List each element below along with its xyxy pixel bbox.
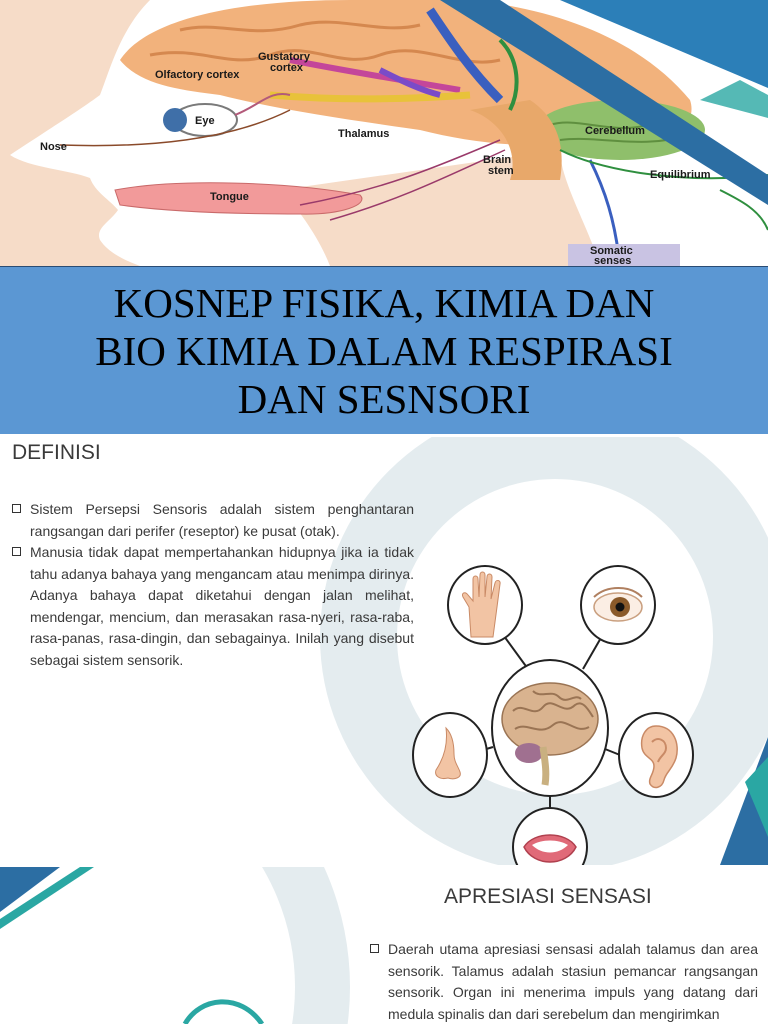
slide-definisi [0,437,768,865]
label-somatic-1: Somatic [590,245,633,257]
label-brain-2: stem [488,165,514,177]
label-brain-1: Brain [483,154,512,166]
apresiasi-bullet-1: Daerah utama apresiasi sensasi adalah talamus dan area sensorik. Talamus adalah stasiun pemancar rangsangan sensorik. Organ ini menerima impuls yang datang dari medula spinalis dan dari serebelum dan mengirimkan [370,939,758,1024]
label-tongue: Tongue [210,191,249,203]
label-thalamus: Thalamus [338,128,390,140]
senses-connectors [0,437,768,865]
sensory-brain-illustration [0,0,768,266]
label-olfactory: Olfactory cortex [155,69,240,81]
label-eye: Eye [195,115,215,127]
slide-title-text: KOSNEP FISIKA, KIMIA DAN BIO KIMIA DALAM RESPIRASI DAN SESNSORI [95,280,673,422]
slide-apresiasi-sensasi [0,867,768,1024]
apresiasi-heading: APRESIASI SENSASI [444,885,652,908]
label-nose: Nose [40,141,67,153]
brain-icon [491,659,609,797]
nose-icon [412,712,488,798]
eye-icon [580,565,656,645]
slide-title [0,0,768,434]
label-gustatory-2: cortex [270,62,304,74]
hand-icon [447,565,523,645]
checkbox-bullet-icon [370,944,379,953]
label-somatic-2: senses [594,255,632,266]
definisi-bullet-1: Sistem Persepsi Sensoris adalah sistem penghantaran rangsangan dari perifer (reseptor) ke pusat (otak). [12,499,414,542]
definisi-heading: DEFINISI [12,441,101,464]
title-bar [0,266,768,434]
definisi-bullet-2: Manusia tidak dapat mempertahankan hidupnya jika ia tidak tahu adanya bahaya yang mengancam atau menimpa dirinya. Adanya bahaya dapat diketahui dengan jalan melihat, mendengar, mencium, dan merasakan rasa-nyeri, rasa-raba, rasa-panas, rasa-dingin, dan sebagainya. Inilah yang disebut sebagai sistem sensorik. [12,542,414,671]
label-gustatory-1: Gustatory [258,51,310,63]
label-equilibrium: Equilibrium [650,169,711,181]
label-cerebellum: Cerebellum [585,125,645,137]
ear-icon [618,712,694,798]
